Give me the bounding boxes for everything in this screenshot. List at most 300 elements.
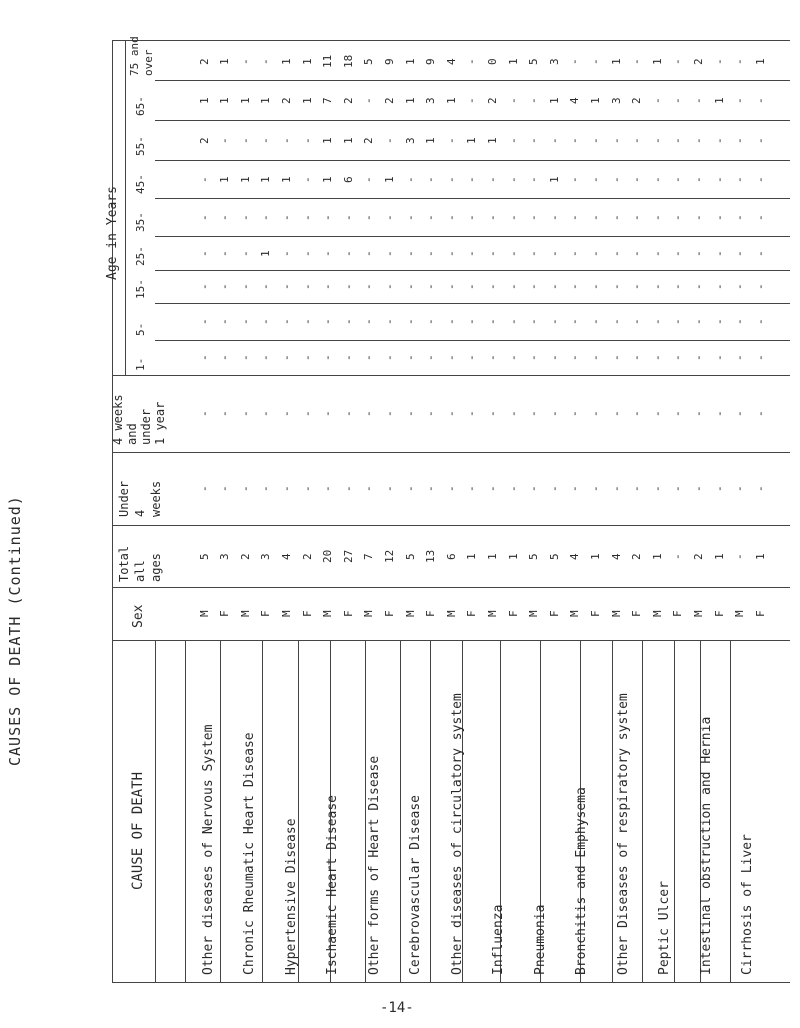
table-cell-a25: - bbox=[238, 249, 252, 257]
table-cell-a15: - bbox=[671, 283, 685, 290]
under4w-column-rule bbox=[112, 452, 790, 453]
table-cell-u4w: - bbox=[279, 485, 293, 492]
table-cell-a35: - bbox=[362, 213, 376, 221]
table-cell-w4y: - bbox=[218, 410, 232, 417]
table-cell-a55: 1 bbox=[424, 136, 438, 144]
table-cell-a25: - bbox=[568, 249, 582, 257]
cause-column-rule bbox=[112, 640, 790, 641]
table-cell-u4w: - bbox=[547, 485, 561, 492]
table-cell-sex: F bbox=[300, 610, 314, 617]
table-cell-a15: - bbox=[547, 283, 561, 290]
age-band-header: 1- bbox=[133, 357, 147, 371]
table-cell-a25: - bbox=[382, 249, 396, 257]
table-cell-sex: M bbox=[527, 610, 541, 617]
table-cell-a1: - bbox=[321, 354, 335, 361]
table-cell-a1: - bbox=[671, 354, 685, 361]
table-cell-a25: - bbox=[485, 249, 499, 257]
table-cell-a35: - bbox=[568, 213, 582, 221]
table-cell-a15: - bbox=[588, 283, 602, 290]
table-cell-a15: - bbox=[733, 283, 747, 290]
table-cell-a1: - bbox=[630, 354, 644, 361]
table-cell-w4y: - bbox=[362, 410, 376, 417]
table-cell-a15: - bbox=[238, 283, 252, 290]
table-cell-w4y: - bbox=[197, 410, 211, 417]
table-cell-a75: 3 bbox=[547, 57, 561, 65]
table-cell-a45: - bbox=[527, 175, 541, 183]
table-cell-a45: - bbox=[568, 175, 582, 183]
table-cell-total: 2 bbox=[691, 552, 705, 560]
table-cell-a35: - bbox=[671, 213, 685, 221]
table-cell-a45: - bbox=[362, 175, 376, 183]
table-cell-sex: M bbox=[197, 610, 211, 617]
age-band-header: 35- bbox=[133, 212, 147, 232]
table-cell-a15: - bbox=[465, 283, 479, 290]
table-cell-sex: M bbox=[403, 610, 417, 617]
table-cell-a25: - bbox=[588, 249, 602, 257]
table-cell-a75: 9 bbox=[424, 57, 438, 65]
table-cell-w4y: - bbox=[424, 410, 438, 417]
age-band-header: 5- bbox=[133, 322, 147, 336]
table-cell-w4y: - bbox=[300, 410, 314, 417]
table-cell-a75: 0 bbox=[485, 57, 499, 65]
row-rule bbox=[730, 640, 731, 982]
table-cell-a35: - bbox=[444, 213, 458, 221]
table-cell-a65: - bbox=[671, 96, 685, 104]
table-cell-a35: - bbox=[403, 213, 417, 221]
table-cell-a45: 1 bbox=[547, 175, 561, 183]
table-cell-total: - bbox=[671, 552, 685, 560]
cause-label: Bronchitis and Emphysema bbox=[574, 787, 589, 975]
age-band-rule-a35 bbox=[155, 198, 790, 199]
table-cell-a45: - bbox=[424, 175, 438, 183]
age-band-header: 55- bbox=[133, 136, 147, 156]
table-cell-a1: - bbox=[485, 354, 499, 361]
table-cell-a5: - bbox=[362, 318, 376, 325]
table-cell-a75: 1 bbox=[506, 57, 520, 65]
table-cell-a25: - bbox=[650, 249, 664, 257]
cause-label: Peptic Ulcer bbox=[657, 881, 672, 975]
table-cell-a5: - bbox=[527, 318, 541, 325]
row-rule bbox=[365, 640, 366, 982]
table-cell-a65: 4 bbox=[568, 96, 582, 104]
table-cell-a25: - bbox=[691, 249, 705, 257]
table-cell-a25: - bbox=[218, 249, 232, 257]
table-cell-total: 1 bbox=[485, 552, 499, 560]
table-cell-a25: - bbox=[197, 249, 211, 257]
table-cell-w4y: - bbox=[485, 410, 499, 417]
table-cell-a5: - bbox=[465, 318, 479, 325]
table-cell-a45: - bbox=[197, 175, 211, 183]
table-cell-w4y: - bbox=[527, 410, 541, 417]
table-cell-a45: - bbox=[609, 175, 623, 183]
cause-label: Cirrhosis of Liver bbox=[740, 834, 755, 975]
table-cell-u4w: - bbox=[382, 485, 396, 492]
table-cell-u4w: - bbox=[424, 485, 438, 492]
table-cell-a55: - bbox=[238, 136, 252, 144]
table-cell-a45: - bbox=[465, 175, 479, 183]
table-cell-a15: - bbox=[568, 283, 582, 290]
cause-label: Influenza bbox=[491, 904, 506, 975]
table-cell-a65: - bbox=[650, 96, 664, 104]
table-cell-a55: 2 bbox=[197, 136, 211, 144]
age-band-rule-a65 bbox=[155, 80, 790, 81]
table-cell-u4w: - bbox=[218, 485, 232, 492]
table-cell-sex: M bbox=[485, 610, 499, 617]
table-cell-total: - bbox=[733, 552, 747, 560]
table-cell-w4y: - bbox=[712, 410, 726, 417]
table-cell-a75: 1 bbox=[300, 57, 314, 65]
table-cell-a15: - bbox=[424, 283, 438, 290]
table-cell-a45: - bbox=[506, 175, 520, 183]
under-4-weeks-header: Under bbox=[117, 480, 131, 517]
table-cell-a35: - bbox=[733, 213, 747, 221]
table-cell-a15: - bbox=[650, 283, 664, 290]
table-cell-a15: - bbox=[279, 283, 293, 290]
table-cell-a1: - bbox=[259, 354, 273, 361]
row-rule bbox=[642, 640, 643, 982]
table-cell-total: 4 bbox=[568, 552, 582, 560]
table-cell-a1: - bbox=[465, 354, 479, 361]
table-cell-a25: - bbox=[300, 249, 314, 257]
row-rule bbox=[220, 640, 221, 982]
table-cell-sex: M bbox=[650, 610, 664, 617]
table-cell-u4w: - bbox=[568, 485, 582, 492]
table-cell-a1: - bbox=[424, 354, 438, 361]
table-cell-w4y: - bbox=[588, 410, 602, 417]
total-column-rule bbox=[112, 525, 790, 526]
table-cell-a35: - bbox=[588, 213, 602, 221]
table-cell-sex: F bbox=[424, 610, 438, 617]
table-cell-a35: - bbox=[753, 213, 767, 221]
table-cell-a65: 2 bbox=[341, 96, 355, 104]
table-cell-a25: - bbox=[753, 249, 767, 257]
table-cell-total: 5 bbox=[403, 552, 417, 560]
table-cell-a15: - bbox=[341, 283, 355, 290]
table-cell-sex: F bbox=[382, 610, 396, 617]
table-cell-w4y: - bbox=[691, 410, 705, 417]
cause-label: Other diseases of circulatory system bbox=[449, 693, 465, 975]
table-cell-a25: - bbox=[444, 249, 458, 257]
table-cell-a75: - bbox=[259, 57, 273, 65]
table-cell-u4w: - bbox=[259, 485, 273, 492]
table-cell-total: 1 bbox=[650, 552, 664, 560]
table-cell-a75: - bbox=[238, 57, 252, 65]
table-cell-a15: - bbox=[362, 283, 376, 290]
table-cell-a45: - bbox=[733, 175, 747, 183]
table-cell-a75: 1 bbox=[279, 57, 293, 65]
4-weeks-to-1-year-header: 1 year bbox=[153, 401, 167, 445]
age-band-rule-a1 bbox=[155, 340, 790, 341]
table-cell-u4w: - bbox=[588, 485, 602, 492]
table-cell-a45: - bbox=[403, 175, 417, 183]
table-cell-a55: - bbox=[279, 136, 293, 144]
table-cell-a1: - bbox=[341, 354, 355, 361]
cause-label: Other Diseases of respiratory system bbox=[615, 693, 631, 975]
table-cell-w4y: - bbox=[753, 410, 767, 417]
table-cell-sex: F bbox=[506, 610, 520, 617]
table-cell-a5: - bbox=[733, 318, 747, 325]
table-cell-a1: - bbox=[753, 354, 767, 361]
table-cell-a15: - bbox=[753, 283, 767, 290]
table-cell-a55: - bbox=[547, 136, 561, 144]
cause-label: Other diseases of Nervous System bbox=[200, 724, 216, 975]
table-cell-total: 3 bbox=[259, 552, 273, 560]
table-cell-u4w: - bbox=[403, 485, 417, 492]
page-number: -14- bbox=[380, 1000, 414, 1016]
table-cell-a55: - bbox=[691, 136, 705, 144]
age-band-rule-a45 bbox=[155, 160, 790, 161]
table-cell-a75: 11 bbox=[321, 54, 335, 68]
table-cell-sex: F bbox=[588, 610, 602, 617]
table-cell-a15: - bbox=[630, 283, 644, 290]
table-cell-a45: 6 bbox=[341, 175, 355, 183]
row-rule bbox=[612, 640, 613, 982]
table-cell-a45: - bbox=[588, 175, 602, 183]
table-cell-total: 4 bbox=[279, 552, 293, 560]
table-cell-a35: - bbox=[300, 213, 314, 221]
table-cell-a65: - bbox=[691, 96, 705, 104]
table-cell-a5: - bbox=[300, 318, 314, 325]
table-cell-u4w: - bbox=[609, 485, 623, 492]
table-cell-total: 20 bbox=[321, 549, 335, 563]
cause-label: Cerebrovascular Disease bbox=[408, 794, 423, 975]
table-cell-a55: 2 bbox=[362, 136, 376, 144]
age-band-header: 75 and bbox=[127, 36, 141, 76]
table-left-rule bbox=[112, 40, 113, 982]
table-cell-a35: - bbox=[630, 213, 644, 221]
table-cell-a75: - bbox=[465, 57, 479, 65]
table-cell-sex: M bbox=[733, 610, 747, 617]
table-cell-total: 1 bbox=[588, 552, 602, 560]
table-cell-a1: - bbox=[300, 354, 314, 361]
table-cell-a75: 1 bbox=[753, 57, 767, 65]
table-cell-a25: - bbox=[403, 249, 417, 257]
table-cell-a45: - bbox=[444, 175, 458, 183]
table-cell-sex: F bbox=[218, 610, 232, 617]
table-cell-a5: - bbox=[588, 318, 602, 325]
side-title bbox=[6, 366, 22, 766]
under-4-weeks-header: weeks bbox=[149, 480, 163, 517]
under-4-weeks-header: 4 bbox=[133, 509, 147, 517]
table-cell-total: 12 bbox=[382, 549, 396, 563]
table-cell-a75: 2 bbox=[197, 57, 211, 65]
table-cell-a55: - bbox=[671, 136, 685, 144]
table-cell-a15: - bbox=[197, 283, 211, 290]
table-cell-total: 6 bbox=[444, 552, 458, 560]
table-cell-a1: - bbox=[650, 354, 664, 361]
table-cell-a75: - bbox=[671, 57, 685, 65]
table-cell-a35: - bbox=[712, 213, 726, 221]
table-cell-a55: - bbox=[568, 136, 582, 144]
table-cell-a65: 1 bbox=[712, 96, 726, 104]
table-cell-w4y: - bbox=[568, 410, 582, 417]
table-cell-a45: 1 bbox=[279, 175, 293, 183]
table-cell-a75: 9 bbox=[382, 57, 396, 65]
table-cell-w4y: - bbox=[465, 410, 479, 417]
table-cell-a5: - bbox=[321, 318, 335, 325]
table-cell-a15: - bbox=[485, 283, 499, 290]
table-cell-a15: - bbox=[259, 283, 273, 290]
table-cell-w4y: - bbox=[238, 410, 252, 417]
table-cell-a75: - bbox=[733, 57, 747, 65]
table-cell-total: 5 bbox=[197, 552, 211, 560]
table-cell-a5: - bbox=[753, 318, 767, 325]
table-cell-a5: - bbox=[650, 318, 664, 325]
table-cell-a35: - bbox=[197, 213, 211, 221]
table-cell-sex: M bbox=[238, 610, 252, 617]
table-cell-a15: - bbox=[691, 283, 705, 290]
sex-header: Sex bbox=[130, 604, 146, 628]
table-cell-a45: - bbox=[753, 175, 767, 183]
table-cell-u4w: - bbox=[527, 485, 541, 492]
table-cell-a25: - bbox=[733, 249, 747, 257]
table-cell-a15: - bbox=[712, 283, 726, 290]
table-cell-a35: - bbox=[279, 213, 293, 221]
table-cell-a45: - bbox=[712, 175, 726, 183]
table-cell-sex: F bbox=[259, 610, 273, 617]
table-cell-a65: 3 bbox=[424, 96, 438, 104]
table-cell-a1: - bbox=[547, 354, 561, 361]
table-cell-total: 2 bbox=[238, 552, 252, 560]
table-cell-sex: F bbox=[547, 610, 561, 617]
table-cell-a25: - bbox=[547, 249, 561, 257]
table-cell-total: 1 bbox=[753, 552, 767, 560]
table-cell-a35: - bbox=[424, 213, 438, 221]
table-cell-u4w: - bbox=[733, 485, 747, 492]
table-cell-a1: - bbox=[609, 354, 623, 361]
table-cell-u4w: - bbox=[300, 485, 314, 492]
table-cell-a55: 1 bbox=[321, 136, 335, 144]
table-cell-u4w: - bbox=[238, 485, 252, 492]
cause-header: CAUSE OF DEATH bbox=[130, 771, 146, 890]
4-weeks-to-1-year-header: 4 weeks bbox=[111, 394, 125, 445]
table-cell-a5: - bbox=[485, 318, 499, 325]
table-cell-total: 2 bbox=[300, 552, 314, 560]
table-cell-a15: - bbox=[527, 283, 541, 290]
table-cell-u4w: - bbox=[691, 485, 705, 492]
table-bottom-rule bbox=[112, 982, 790, 983]
table-cell-a45: - bbox=[691, 175, 705, 183]
table-cell-u4w: - bbox=[712, 485, 726, 492]
table-cell-sex: M bbox=[691, 610, 705, 617]
table-cell-sex: F bbox=[712, 610, 726, 617]
table-cell-a55: - bbox=[712, 136, 726, 144]
table-cell-a5: - bbox=[382, 318, 396, 325]
age-band-header: 45- bbox=[133, 174, 147, 194]
sex-column-rule bbox=[112, 587, 790, 588]
table-cell-a75: 18 bbox=[341, 54, 355, 68]
age-band-rule-a15 bbox=[155, 270, 790, 271]
age-band-rule-a55 bbox=[155, 120, 790, 121]
table-cell-a35: - bbox=[485, 213, 499, 221]
total-header: Total bbox=[117, 545, 131, 582]
table-cell-a15: - bbox=[403, 283, 417, 290]
row-rule bbox=[400, 640, 401, 982]
table-cell-a65: - bbox=[733, 96, 747, 104]
table-cell-u4w: - bbox=[506, 485, 520, 492]
table-cell-a65: 1 bbox=[300, 96, 314, 104]
table-cell-a1: - bbox=[506, 354, 520, 361]
table-cell-a75: - bbox=[712, 57, 726, 65]
table-cell-a45: 1 bbox=[218, 175, 232, 183]
table-cell-sex: F bbox=[753, 610, 767, 617]
table-cell-a15: - bbox=[321, 283, 335, 290]
table-cell-a75: 4 bbox=[444, 57, 458, 65]
table-cell-u4w: - bbox=[630, 485, 644, 492]
table-cell-a55: 1 bbox=[341, 136, 355, 144]
table-cell-sex: F bbox=[630, 610, 644, 617]
table-cell-a65: 1 bbox=[197, 96, 211, 104]
table-cell-u4w: - bbox=[197, 485, 211, 492]
table-cell-a65: 1 bbox=[238, 96, 252, 104]
table-cell-a1: - bbox=[444, 354, 458, 361]
table-cell-a65: 2 bbox=[279, 96, 293, 104]
table-cell-u4w: - bbox=[650, 485, 664, 492]
table-cell-a25: - bbox=[671, 249, 685, 257]
table-cell-a1: - bbox=[712, 354, 726, 361]
table-cell-a15: - bbox=[300, 283, 314, 290]
table-cell-a65: 1 bbox=[259, 96, 273, 104]
table-cell-a75: - bbox=[588, 57, 602, 65]
table-cell-a45: - bbox=[630, 175, 644, 183]
table-cell-a55: - bbox=[630, 136, 644, 144]
table-cell-w4y: - bbox=[609, 410, 623, 417]
age-header-rule bbox=[125, 40, 126, 375]
age-band-header: over bbox=[141, 49, 155, 76]
table-cell-a25: - bbox=[609, 249, 623, 257]
table-cell-a5: - bbox=[671, 318, 685, 325]
table-cell-a65: 2 bbox=[382, 96, 396, 104]
table-cell-total: 2 bbox=[630, 552, 644, 560]
cause-label: Pneumonia bbox=[532, 904, 548, 975]
table-cell-a25: - bbox=[465, 249, 479, 257]
table-cell-a75: - bbox=[568, 57, 582, 65]
table-cell-a75: 5 bbox=[362, 57, 376, 65]
table-cell-a5: - bbox=[341, 318, 355, 325]
table-cell-a55: - bbox=[218, 136, 232, 144]
table-cell-a55: - bbox=[753, 136, 767, 144]
cause-label: Hypertensive Disease bbox=[283, 818, 299, 975]
table-cell-a35: - bbox=[650, 213, 664, 221]
row-rule bbox=[262, 640, 263, 982]
table-cell-u4w: - bbox=[444, 485, 458, 492]
table-cell-a45: - bbox=[671, 175, 685, 183]
table-cell-a1: - bbox=[403, 354, 417, 361]
table-cell-a5: - bbox=[424, 318, 438, 325]
table-cell-total: 1 bbox=[506, 552, 520, 560]
table-cell-a5: - bbox=[609, 318, 623, 325]
table-cell-u4w: - bbox=[321, 485, 335, 492]
table-cell-a55: - bbox=[300, 136, 314, 144]
table-cell-a35: - bbox=[382, 213, 396, 221]
age-band-header: 65- bbox=[133, 96, 147, 116]
table-cell-a1: - bbox=[568, 354, 582, 361]
age-band-header: 25- bbox=[133, 246, 147, 266]
table-cell-total: 7 bbox=[362, 552, 376, 560]
table-cell-w4y: - bbox=[259, 410, 273, 417]
table-cell-a65: - bbox=[753, 96, 767, 104]
table-cell-a15: - bbox=[609, 283, 623, 290]
table-cell-a1: - bbox=[218, 354, 232, 361]
row-rule bbox=[185, 640, 186, 982]
table-cell-w4y: - bbox=[279, 410, 293, 417]
w4to1y-column-rule bbox=[112, 375, 790, 376]
table-cell-a25: - bbox=[321, 249, 335, 257]
table-cell-a35: - bbox=[691, 213, 705, 221]
table-cell-a55: - bbox=[650, 136, 664, 144]
table-cell-a35: - bbox=[259, 213, 273, 221]
table-cell-sex: F bbox=[341, 610, 355, 617]
